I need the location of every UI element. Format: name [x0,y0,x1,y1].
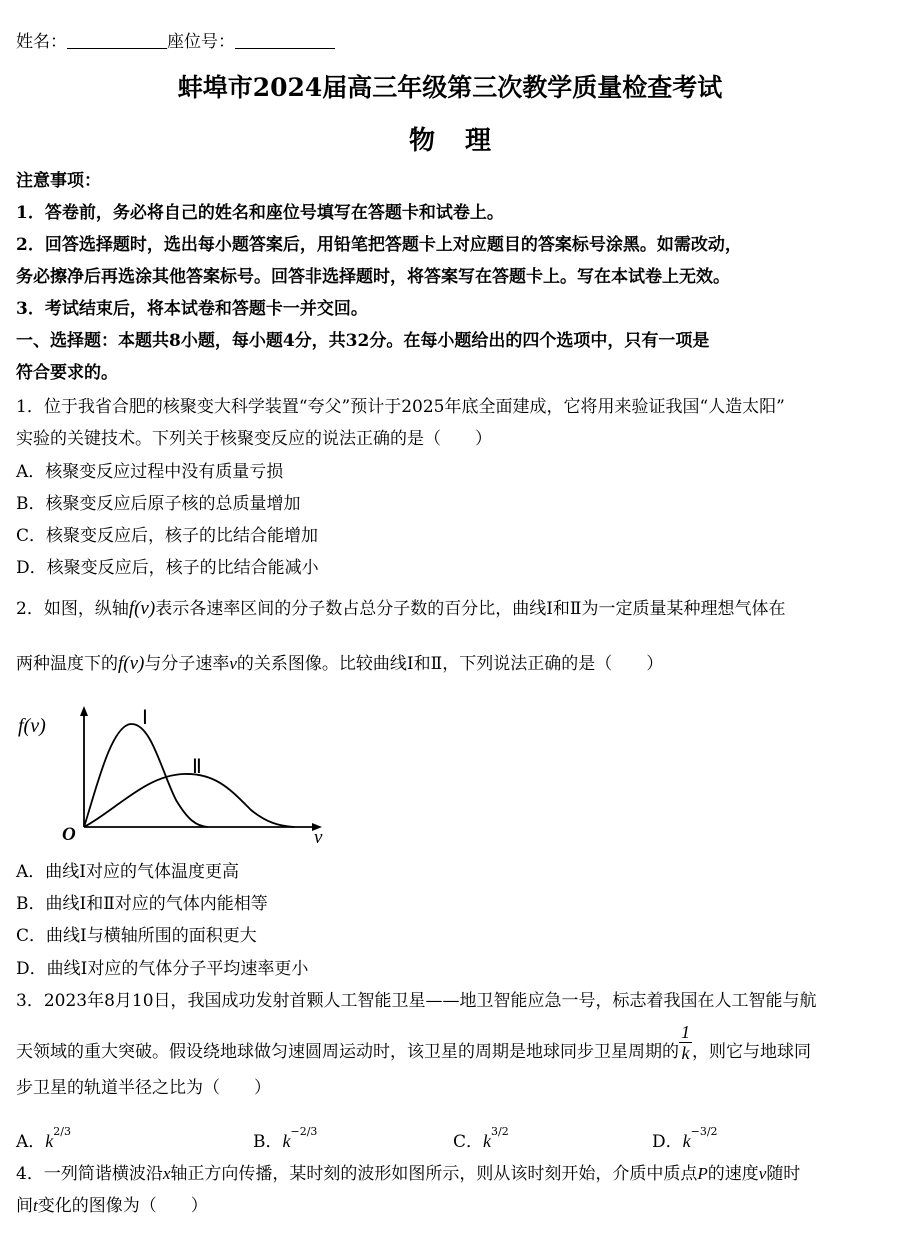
q3-option-c-label: C． [453,1132,484,1152]
q2-v-symbol: v [229,654,237,673]
q3-stem-2 [16,1022,811,1074]
q3-stem-3: 步卫星的轨道半径之比为（ ） [16,1078,271,1098]
q3-fraction [679,1022,692,1063]
q2-stem-1-text-b: 表示各速率区间的分子数占总分子数的百分比，曲线Ⅰ和Ⅱ为一定质量某种理想气体在 [155,599,786,619]
q1-stem-1: 1．位于我省合肥的核聚变大科学装置“夸父”预计于2025年底全面建成，它将用来验证我国“人造太阳” [16,397,785,417]
note-item-2b: 务必擦净后再选涂其他答案标号。回答非选择题时，将答案写在答题卡上。写在本试卷上无效。 [16,267,730,287]
q4-stem-2 [16,1195,208,1217]
seat-blank[interactable] [235,30,335,49]
q4-stem-1 [16,1163,800,1185]
y-axis-arrow-icon [80,706,88,716]
q2-stem-1 [16,598,785,620]
q2-stem-2-text-a: 两种温度下的 [16,654,118,674]
q2-stem-2 [16,653,663,675]
q4-p-symbol: P [697,1164,708,1183]
q2-option-d: D．曲线Ⅰ对应的气体分子平均速率更小 [16,959,309,979]
q3-option-d-exponent: −3/2 [690,1125,718,1138]
curve-i-label: Ⅰ [142,707,148,729]
q3-option-d-base: k [682,1131,691,1151]
q4-stem-1-text-d: 随时 [766,1164,801,1184]
q4-stem-1-text-b: 轴正方向传播，某时刻的波形如图所示，则从该时刻开始，介质中质点 [170,1164,698,1184]
q4-t-symbol: t [33,1196,38,1215]
x-axis-label: v [314,827,323,848]
q3-stem-2-text-a: 天领域的重大突破。假设绕地球做匀速圆周运动时，该卫星的周期是地球同步卫星周期的 [16,1042,679,1062]
q1-option-a: A．核聚变反应过程中没有质量亏损 [16,462,284,482]
y-axis-label: f(v) [18,715,46,737]
q4-stem-2-text-a: 间 [16,1196,33,1216]
q2-stem-1-text-a: 2．如图，纵轴 [16,599,129,619]
curve-i [84,724,208,827]
q1-option-b: B．核聚变反应后原子核的总质量增加 [16,494,301,514]
q3-fraction-denominator: k [681,1043,690,1063]
q3-option-b-base: k [282,1131,291,1151]
q3-stem-2-text-b: ，则它与地球同 [692,1042,811,1062]
q1-option-d: D．核聚变反应后，核子的比结合能减小 [16,558,319,578]
q3-option-d-label: D． [652,1132,683,1152]
q2-option-c: C．曲线Ⅰ与横轴所围的面积更大 [16,926,257,946]
q3-option-b [253,1125,318,1155]
q2-fv-symbol: f(v) [128,598,156,619]
q4-x-symbol: x [162,1164,171,1183]
name-blank[interactable] [67,30,167,49]
subject-title: 物理 [408,126,521,156]
q2-stem-2-text-b: 与分子速率 [144,654,230,674]
q2-stem-2-text-c: 的关系图像。比较曲线Ⅰ和Ⅱ，下列说法正确的是（ ） [236,654,664,674]
section-heading-1: 一、选择题：本题共8小题，每小题4分，共32分。在每小题给出的四个选项中，只有一项是 [16,331,710,351]
q3-stem-1: 3．2023年8月10日，我国成功发射首颗人工智能卫星——地卫智能应急一号，标志着我国在人工智能与航 [16,991,817,1011]
q2-fv-symbol-2: f(v) [118,653,145,674]
q3-option-c [453,1125,509,1155]
origin-label: O [62,824,76,845]
q2-option-a: A．曲线Ⅰ对应的气体温度更高 [16,862,239,882]
section-heading-2: 符合要求的。 [16,363,118,383]
q3-fraction-numerator: 1 [681,1022,690,1042]
q2-distribution-figure [16,700,346,850]
q3-option-c-exponent: 3/2 [491,1125,509,1138]
q2-option-b: B．曲线Ⅰ和Ⅱ对应的气体内能相等 [16,894,268,914]
q1-option-c: C．核聚变反应后，核子的比结合能增加 [16,526,319,546]
q4-stem-1-text-c: 的速度 [707,1164,759,1184]
name-seat-row [16,30,335,53]
note-item-2a: 2．回答选择题时，选出每小题答案后，用铅笔把答题卡上对应题目的答案标号涂黑。如需改动， [16,235,742,255]
seat-label: 座位号： [167,32,235,52]
q4-v-symbol: v [758,1164,767,1183]
name-label: 姓名： [16,32,67,52]
q3-option-b-exponent: −2/3 [290,1125,318,1138]
q3-option-a-exponent: 2/3 [53,1125,71,1138]
q3-option-b-label: B． [253,1132,283,1152]
note-item-3: 3．考试结束后，将本试卷和答题卡一并交回。 [16,299,368,319]
q3-option-d [652,1125,718,1155]
q3-option-a [16,1125,71,1155]
q1-stem-2: 实验的关键技术。下列关于核聚变反应的说法正确的是（ ） [16,429,492,449]
q3-option-a-label: A． [16,1132,46,1152]
notes-heading: 注意事项： [16,171,101,191]
q4-stem-2-text-b: 变化的图像为（ ） [37,1196,208,1216]
curve-ii-label: Ⅱ [192,756,202,778]
q3-option-a-base: k [45,1131,54,1151]
note-item-1: 1．答卷前，务必将自己的姓名和座位号填写在答题卡和试卷上。 [16,203,504,223]
q4-stem-1-text-a: 4．一列简谐横波沿 [16,1164,163,1184]
exam-title: 蚌埠市2024届高三年级第三次教学质量检查考试 [177,73,723,102]
q3-option-c-base: k [483,1131,492,1151]
